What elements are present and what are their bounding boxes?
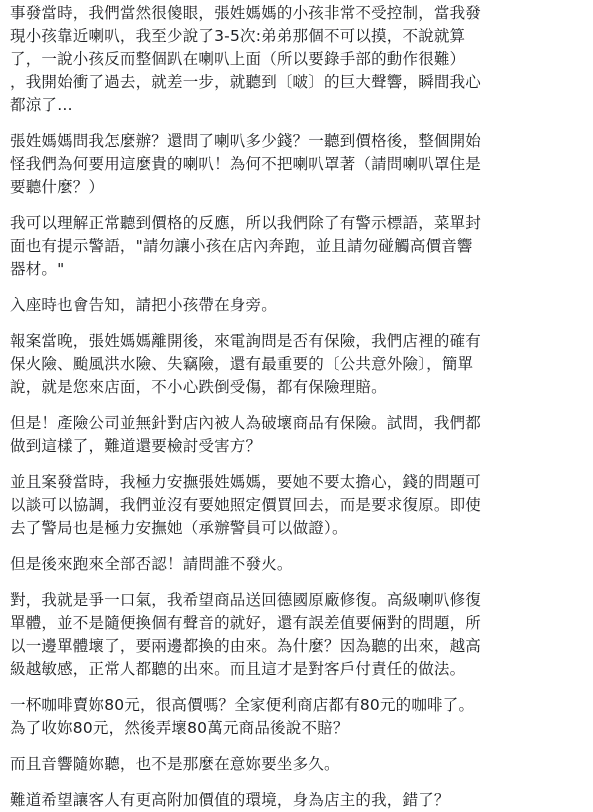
text-line: 說，就是您來店面，不小心跌倒受傷，都有保險理賠。 — [10, 378, 387, 396]
paragraph — [10, 294, 588, 317]
text-line: 張姓媽媽問我怎麼辦？還問了喇叭多少錢？一聽到價格後，整個開始 — [10, 132, 482, 150]
text-line: 為了收妳80元，然後弄壞80萬元商品後說不賠？ — [10, 719, 349, 737]
paragraph — [10, 789, 588, 812]
paragraph — [10, 553, 588, 576]
paragraph-gap — [10, 740, 588, 753]
text-line: 入座時也會告知，請把小孩帶在身旁。 — [10, 296, 277, 314]
paragraph-gap — [10, 317, 588, 330]
text-line: 怪我們為何要用這麼貴的喇叭！為何不把喇叭罩著（請問喇叭罩住是 — [10, 155, 482, 173]
paragraph — [10, 212, 588, 281]
text-line: 要聽什麼？） — [10, 178, 105, 196]
paragraph-gap — [10, 458, 588, 471]
text-line: 報案當晚，張姓媽媽離開後，來電詢問是否有保險，我們店裡的確有 — [10, 332, 482, 350]
paragraph — [10, 2, 588, 117]
text-line: 了，一說小孩反而整個趴在喇叭上面（所以要錄手部的動作很難） — [10, 50, 466, 68]
text-line: 都涼了… — [10, 96, 73, 114]
paragraph-gap — [10, 199, 588, 212]
text-line: 對，我就是爭一口氣，我希望商品送回德國原廠修復。高級喇叭修復 — [10, 591, 482, 609]
text-line: 單體，並不是隨便換個有聲音的就好，還有誤差值要倆對的問題，所 — [10, 614, 482, 632]
text-line: 器材。" — [10, 260, 65, 278]
text-line: 以談可以協調，我們並沒有要她照定價買回去，而是要求復原。即使 — [10, 496, 482, 514]
text-line: 面也有提示警語，"請勿讓小孩在店內奔跑，並且請勿碰觸高價音響 — [10, 237, 473, 255]
text-line: 事發當時，我們當然很傻眼，張姓媽媽的小孩非常不受控制，當我發 — [10, 4, 482, 22]
paragraph-gap — [10, 281, 588, 294]
paragraph — [10, 694, 588, 740]
text-line: 難道希望讓客人有更高附加價值的環境，身為店主的我，錯了？ — [10, 791, 450, 809]
text-line: 一杯咖啡賣妳80元，很高價嗎？全家便利商店都有80元的咖啡了。 — [10, 696, 475, 714]
text-line: 現小孩靠近喇叭，我至少說了3-5次:弟弟那個不可以摸，不說就算 — [10, 27, 466, 45]
text-line: 我可以理解正常聽到價格的反應，所以我們除了有警示標語，菜單封 — [10, 214, 482, 232]
paragraph — [10, 130, 588, 199]
paragraph-gap — [10, 540, 588, 553]
text-line: 保火險、颱風洪水險、失竊險，還有最重要的〔公共意外險〕，簡單 — [10, 355, 474, 373]
text-line: 級越敏感，正常人都聽的出來。而且這才是對客戶付責任的做法。 — [10, 660, 466, 678]
paragraph — [10, 753, 588, 776]
paragraph-gap — [10, 399, 588, 412]
paragraph — [10, 330, 588, 399]
paragraph-gap — [10, 776, 588, 789]
text-line: ，我開始衝了過去，就差一步，就聽到〔啵〕的巨大聲響，瞬間我心 — [10, 73, 482, 91]
text-line: 而且音響隨妳聽，也不是那麼在意妳要坐多久。 — [10, 755, 340, 773]
paragraph-gap — [10, 681, 588, 694]
paragraph-gap — [10, 576, 588, 589]
text-line: 做到這樣了，難道還要檢討受害方？ — [10, 437, 262, 455]
paragraph-gap — [10, 117, 588, 130]
text-line: 去了警局也是極力安撫她（承辦警員可以做證）。 — [10, 519, 348, 537]
text-line: 但是後來跑來全部否認！請問誰不發火。 — [10, 555, 293, 573]
text-line: 以一邊單體壞了，要兩邊都換的由來。為什麼？因為聽的出來，越高 — [10, 637, 482, 655]
paragraph — [10, 589, 588, 681]
text-line: 並且案發當時，我極力安撫張姓媽媽，要她不要太擔心，錢的問題可 — [10, 473, 482, 491]
paragraph — [10, 471, 588, 540]
text-line: 但是！產險公司並無針對店內被人為破壞商品有保險。試問，我們都 — [10, 414, 482, 432]
post-body — [10, 2, 588, 812]
paragraph — [10, 412, 588, 458]
